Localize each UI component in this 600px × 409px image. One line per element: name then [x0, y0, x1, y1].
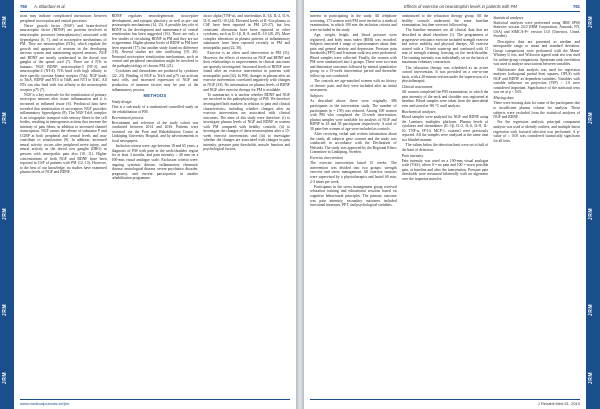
- sidebar-journal-abbrev: JRM: [588, 16, 594, 29]
- paragraph: interest in participating in the study. All telephone screening, 173 women with PM were invited to a medical examination, in which 100 met the inclusion criteria and were included in the study.: [310, 14, 397, 32]
- paragraph: The relaxation therapy was scheduled as an active control intervention. It was provided on a one-to-one basis, with a 20-minute session under the supervision of a physiotherapist.: [401, 65, 489, 84]
- subheading: Pain intensity: [401, 153, 424, 158]
- page-number: 760: [20, 4, 27, 9]
- paragraph: tions may indicate complicated interactions between peripheral nociception and central processes.: [20, 14, 107, 23]
- subheading: Clinical assessment: [401, 85, 433, 90]
- left-column-2: [112, 14, 199, 397]
- running-head-authors: A. Bilardoni et al.: [34, 4, 66, 9]
- section-heading-methods: METHODS: [143, 93, 167, 99]
- paragraph: Pain intensity was rated on a 100-mm visual analogue scale (VAS), where 0 = no pain and 100 = worst possible pain, at baseline and after the intervention. Pressure pain thresholds were measured bilaterally with an algometer over the trapezius muscles.: [401, 158, 489, 181]
- paragraph: Recruitment and selection of the study cohort was conducted between 2014 and 2016. Patients were recruited via the Pain and Rehabilitation Centre at Linköping University Hospital, and by advertisements in local newspapers.: [111, 120, 199, 144]
- paragraph: As described above, there were originally 386 participants in the intervention study. The number of participants (n = 159) was reduced. Among 100 women with PM who completed the 15-week intervention, plasma samples were available for analysis of NGF and BDNF in 43 and 58 participants respectively. A total of 30 pain-free women of age were included as controls.: [310, 99, 397, 131]
- paragraph: After receiving verbal and written information about the study, all subjects gave consent and the study was conducted in accordance with the Declaration of Helsinki. The study was approved by the Regional Ethics Committee in Linköping, Sweden.: [310, 132, 397, 155]
- paragraph: Inclusion criteria were: age between 18 and 65 years, a diagnosis of PM with pain in the neck/shoulder region for at least 3 months, and pain intensity ≥ 40 mm on a 100-mm visual analogue scale. Exclusion criteria were: ongoing systemic disease, inflammatory rheumatic disease, neurological disease, severe psychiatric disorder, pregnancy, and current participation in another rehabilitation programme.: [111, 144, 199, 181]
- right-column-3: [493, 14, 580, 397]
- sidebar-journal-abbrev: JRM: [2, 16, 8, 29]
- paragraph: There were missing data for some of the participants due to insufficient plasma volume for analysis. These subjects were excluded from the statistical analyses of NGF and BDNF.: [493, 101, 581, 120]
- sidebar-journal-abbrev: JRM: [588, 372, 594, 385]
- subheading: Recruitment process: [111, 115, 144, 120]
- paragraph: Nerve growth factor (NGF) and brain-derived neurotrophic factor (BDNF) are proteins involved in neurotrophic processes (neuroplasticity) associated with hyperalgesia (6, 7), and in nociceptive mechanisms of PM. They are neurotrophins (NTs), which regulate the growth and apoptosis of neurons in the developing nervous system and maintaining injured neurons. NGF and BDNF are mostly synthesized in the dorsal root ganglia of the spinal cord (7). There are 4 NTs in humans: NGF, BDNF, neurotrophin-3 (NT-3), and neurotrophin-4 (NT-4). NTs bind with high affinity to their specific tyrosine kinase receptor (Trk). NGF binds to TrkA, BDNF and NT4 to TrkB, and NT3 to TrkC. All NTs can also bind with low affinity to the neurotrophin receptor p75 (7).: [20, 23, 107, 92]
- right-column-1: [310, 14, 397, 397]
- page-gutter: [296, 0, 304, 409]
- subheading: Study design: [111, 100, 132, 105]
- subheading: Subjects: [310, 94, 323, 99]
- footer-rule: [20, 399, 290, 400]
- paragraph: This is a sub-study of a randomized controlled study on the rehabilitation of PM.: [111, 105, 199, 114]
- left-column-3: [203, 14, 290, 397]
- subheading: Statistical analyses: [493, 15, 524, 20]
- paragraph: To summarize, it is unclear whether BDNF and NGF are involved in the pathophysiology of PM. We therefore investigated both markers in relation to pain and clinical characteristics, including whether changes after an exercise intervention are associated with clinical outcomes. The aims of this study were therefore: (i) to investigate plasma levels of NGF and BDNF in women with PM compared with healthy controls; (ii) to investigate the changes of these neurotrophins after a 15-week exercise intervention; and (iii) to investigate whether the changes are associated with changes in pain intensity, pressure pain thresholds, muscle function and psychological factors.: [203, 92, 291, 152]
- journal-sidebar-left: [0, 0, 14, 409]
- paragraph: Cytokines and chemokines are produced by cytokines (22, 23). Binding of NGF to TrkA and p75 can activate mast cells, and increased expression of NGF and production of immune factors may be part of the inflammatory process.: [111, 69, 199, 92]
- left-page-columns: [20, 14, 290, 397]
- paragraph: The controls are age-matched women with no history of chronic pain, and they were included after an initial assessment.: [310, 79, 397, 93]
- paragraph: Statistical analyses were performed using IBM SPSS Statistics version 24.0 (IBM Corporation, Armonk, NY, USA) and SIMCA-P+ version 13.0 (Umetrics, Umeå, Sweden).: [493, 20, 581, 39]
- paragraph: Multivariate data analysis was used for regression analyses (orthogonal partial least squares, OPLS) with NGF and BDNF as dependent variables. Variables with variable influence on projection (VIP) > 1.0 were considered important. Significance of the statistical tests was set at p < 0.05.: [493, 67, 581, 95]
- header-rule: [310, 11, 580, 12]
- journal-sidebar-right: [586, 0, 600, 409]
- sidebar-journal-abbrev: JRM: [588, 112, 594, 125]
- subheading: Exercise intervention: [310, 156, 344, 161]
- paragraph: Age, weight, height, and blood pressure were registered, and body mass index (BMI) was recorded. Subjects answered a range of questionnaires about their pain and general anxiety and depression. Pressure pain thresholds (PPT) and 6-minute walk test were performed. Blood samples were collected. Finally, the women with PM were randomized into 2 groups. These were two-arm and dimension outcomes followed by mental quantitative group, in a 15-week intervention period and thereafter follow-up was conducted.: [310, 32, 397, 78]
- paragraph: Exercise is an often used intervention in PM (31). However, the effects of exercise on NGF and BDNF and their relationships to improvements in clinical outcomes are sparsely investigated. Increased levels of BDNF were found after an exercise intervention in patients with neuropathic pain (32). In PM, changes in plasma after an exercise intervention correlated negatively with changes in NGF (33). No information on plasma levels of BDNF and NGF after exercise therapy for PM is available.: [203, 51, 291, 92]
- paragraph: factor alpha (TNF-α), and interleukins IL-1β, IL-2, IL-6, IL-8, and IL-10 (24). Elevated levels of IL-6 in plasma or CSF have been reported in PM (25-27), but less consistent alterations have been reported in other cytokines, such as IL-1β, IL-8, and IL-10 (28, 29). More complex alterations in plasma patterns of inflammatory substances have been reported recently in PM and neuropathic pain (22, 30).: [203, 14, 291, 50]
- right-column-2: [402, 14, 489, 397]
- right-page-columns: [310, 14, 580, 397]
- paragraph: All women completed the PM examination, in which the pain intensity of the neck and shoulder was registered at baseline. Blood samples were taken from the antecubital vein and stored at -80 °C until analysis.: [401, 90, 489, 108]
- paragraph: BDNF regulates neurodegenerate, nociceptive development, and synaptic plasticity, as well as pre- and postsynaptic mechanisms (14, 15). A possible key role of BDNF in the development and maintenance of central sensitization has been suggested (16). There are only a few studies of circulating BDNF in PM and they are not in agreement. Higher plasma levels of BDNF in PM have been reported (17), but another study found no difference (18). Several studies are also conflicting (19, 20). Neuronal nociceptive sensitization mechanisms, such as central and peripheral sensitization might be involved in the pathophysiology of chronic PM, (21).: [111, 14, 199, 69]
- paragraph: randomized to the relaxation therapy group. All the healthy controls underwent the same baseline examination, but then were not followed up.: [401, 14, 489, 28]
- subheading: Biochemical analyses: [401, 110, 436, 115]
- sidebar-journal-abbrev: JRM: [2, 372, 8, 385]
- journal-edition: J Rehabil Med 51, 2019: [537, 401, 580, 406]
- sidebar-journal-abbrev: JRM: [2, 112, 8, 125]
- left-column-1: [20, 14, 107, 397]
- left-page: [0, 0, 296, 409]
- page-number: 761: [573, 4, 580, 9]
- paragraph: For the regression analysis, principal component analysis was used to identify outliers, and multiple linear regression with forward selection was performed. A p-value of ≤ 0.05 was considered statistically significant for all tests.: [493, 120, 581, 143]
- right-page: [304, 0, 600, 409]
- paragraph: Descriptive data are presented as median and interquartile range or mean and standard deviation. Group comparisons were performed with the Mann-Whitney U test, and Wilcoxon signed rank test was used for within-group comparisons. Spearman rank correlation was used to analyse associations between variables.: [493, 39, 581, 67]
- paragraph: The baseline measures are all clinical data that are described in detail elsewhere (1). The programmes of progressive resistance exercise included strength exercise and active mobility and physical therapy. All exercise started with a 10-min warm-up and continued with 15 min of strength training focusing on the neck/shoulder. The training intensity was individually set on the basis of maximum voluntary contraction.: [401, 28, 489, 65]
- paragraph: Participants in the stress management group received relaxation training and educational sessions based on cognitive behavioural principles. The primary outcome was pain intensity; secondary outcomes included functional measures, PPT, and psychological variables.: [310, 184, 397, 208]
- paragraph: Blood samples were analysed for NGF and BDNF using the Luminex multiplex platform. Plasma levels of cytokines and chemokines (IL-1β, IL-2, IL-6, IL-8, IL-10, TNF-α, IP-10, MCP-1, eotaxin) were previously reported. All the samples were analysed at the same time in a blinded manner.: [401, 115, 489, 142]
- subheading: Missing data: [493, 96, 514, 101]
- footer-rule: [310, 399, 580, 400]
- journal-website-link[interactable]: www.medicaljournals.se/jrm: [20, 401, 70, 406]
- paragraph: The exercise intervention lasted 15 weeks. The intervention was divided into two groups: strength exercise and stress management. All exercise sessions were supervised by a physiotherapist and lasted 60 min, 2-3 times per week.: [310, 161, 397, 184]
- paragraph: NGF is a key molecule for the sensitization of primary nociceptor neurons after tissue inflammation and it is increased in inflamed tissue (6). Preclinical data have revealed that sensitization of nociceptors NGF provokes inflammatory hyperalgesia (8). The NGF-TrkA complex is an ortographic transport with sensory fibres to the cell bodies, resulting in neurogenesis actions that increase the intensity of pain fibres, in addition to increased channel transcription. NGF causes the release of substance P and CGRP at both peripheral and central levels and may contribute to sensitization (9). In addition, increased neural activity occurs after peripheral nerve injury, and neural activity in the dorsal root ganglia (DRG) in persons with neuropathic pain also (10, 11). Higher concentrations of both NGF and BDNF have been reported in CSF of patients with PM (12, 13). However, to the best of our knowledge, no studies have examined plasma levels of NGF and BDNF.: [20, 92, 107, 175]
- sidebar-journal-abbrev: JRM: [2, 208, 8, 221]
- running-head-title: Effects of exercise on neurotrophin levels in patients with PM: [404, 4, 517, 9]
- sidebar-journal-abbrev: JRM: [2, 304, 8, 317]
- sidebar-journal-abbrev: JRM: [588, 304, 594, 317]
- paragraph: The values below the detection limit were set to half of the limit of detection.: [401, 143, 489, 152]
- header-rule: [20, 11, 290, 12]
- sidebar-journal-abbrev: JRM: [588, 208, 594, 221]
